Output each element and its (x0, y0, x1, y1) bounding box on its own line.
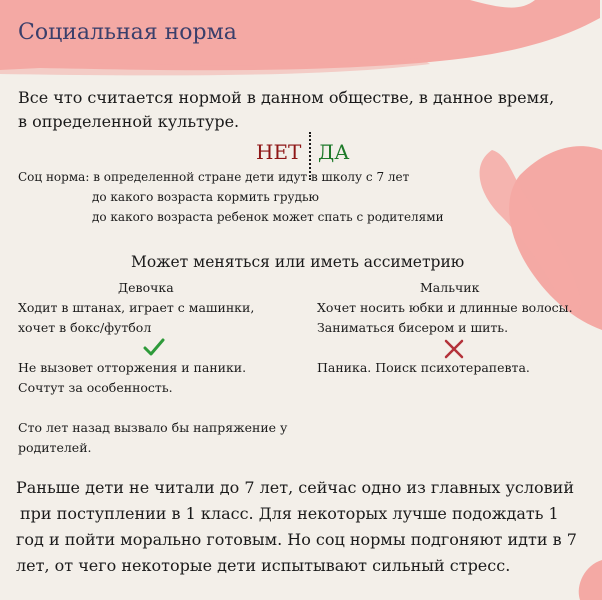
girl-reaction-1: Не вызовет отторжения и паники. (18, 360, 247, 375)
check-icon (143, 338, 165, 358)
yes-label: ДА (318, 140, 350, 164)
boy-label: Мальчик (420, 280, 480, 295)
conclusion-line-2: при поступлении в 1 класс. Для некоторых лучше подождать 1 (20, 504, 559, 523)
boy-reaction: Паника. Поиск психотерапевта. (317, 360, 530, 375)
cross-icon (443, 338, 465, 360)
conclusion-line-4: лет, от чего некоторые дети испытывают сильный стресс. (16, 556, 511, 575)
boy-line-2: Заниматься бисером и шить. (317, 320, 509, 335)
conclusion-line-1: Раньше дети не читали до 7 лет, сейчас одно из главных условий (16, 478, 574, 497)
page-title: Социальная норма (18, 20, 237, 45)
soc-norm-line-2: до какого возраста кормить грудью (92, 190, 319, 204)
intro-line-2: в определенной культуре. (18, 112, 240, 131)
no-label: НЕТ (256, 140, 302, 164)
soc-norm-line-1: Соц норма: в определенной стране дети идут в школу с 7 лет (18, 170, 410, 184)
girl-reaction-2: Сочтут за особенность. (18, 380, 173, 395)
asymmetry-heading: Может меняться или иметь ассиметрию (131, 253, 465, 271)
girl-line-1: Ходит в штанах, играет с машинки, (18, 300, 255, 315)
girl-past-2: родителей. (18, 440, 92, 455)
girl-past-1: Сто лет назад вызвало бы напряжение у (18, 420, 288, 435)
girl-line-2: хочет в бокс/футбол (18, 320, 152, 335)
bottom-right-blob (579, 560, 602, 600)
intro-line-1: Все что считается нормой в данном обществе, в данное время, (18, 88, 555, 107)
soc-norm-line-3: до какого возраста ребенок может спать с родителями (92, 210, 444, 224)
conclusion-line-3: год и пойти морально готовым. Но соц нормы подгоняют идти в 7 (16, 530, 577, 549)
boy-line-1: Хочет носить юбки и длинные волосы. (317, 300, 573, 315)
girl-label: Девочка (118, 280, 174, 295)
